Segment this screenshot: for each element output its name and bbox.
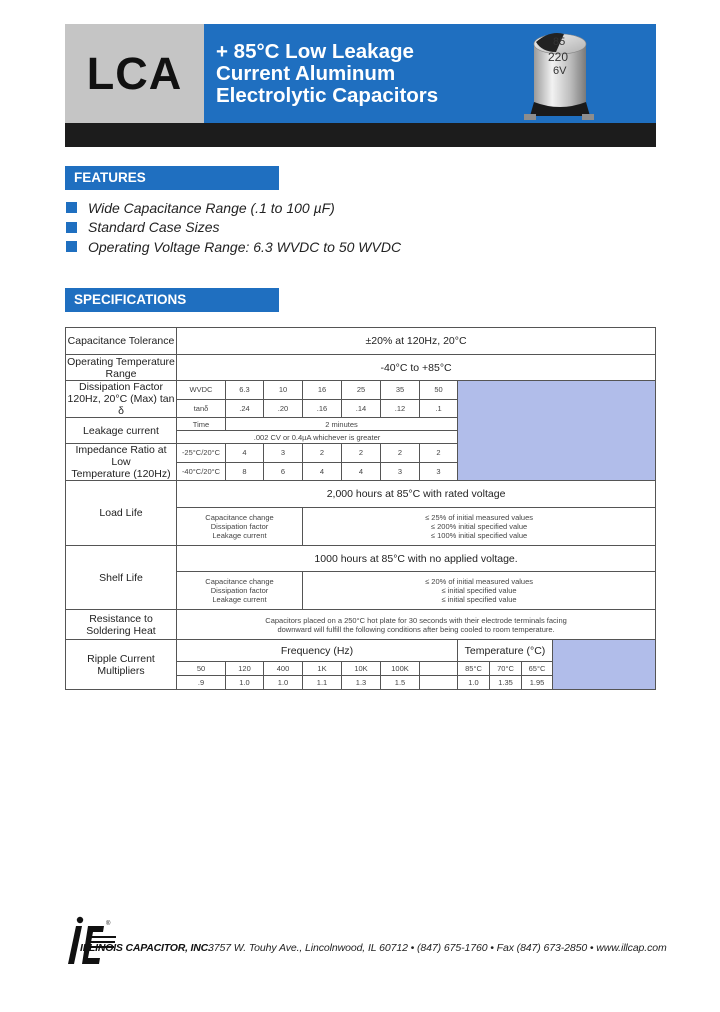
tan-delta-value: .20 [264, 399, 303, 418]
table-row [66, 328, 656, 355]
capacitor-image [520, 28, 600, 126]
temperature-label: 70°C [490, 662, 522, 676]
time-value: 2 minutes [226, 418, 458, 431]
impedance-value: 6 [264, 462, 303, 481]
impedance-value: 4 [303, 462, 342, 481]
wvdc-value: 50 [420, 381, 458, 400]
leakage-value: .002 CV or 0.4µA whichever is greater [177, 431, 458, 444]
features-list [66, 198, 401, 257]
frequency-multiplier: .9 [177, 676, 226, 690]
temperature-multiplier: 1.0 [458, 676, 490, 690]
frequency-label: 400 [264, 662, 303, 676]
table-row [66, 610, 656, 640]
shelf-life-header: 1000 hours at 85°C with no applied voltage. [177, 546, 656, 572]
frequency-label: 120 [226, 662, 264, 676]
highlight-block [553, 640, 656, 690]
specifications-heading: SPECIFICATIONS [65, 288, 279, 312]
impedance-value: 3 [420, 462, 458, 481]
header-divider-bar [65, 123, 656, 147]
load-life-label: Load Life [66, 481, 177, 546]
highlight-block [458, 381, 656, 481]
capacitance-tolerance-value: ±20% at 120Hz, 20°C [177, 328, 656, 355]
bullet-square-icon [66, 241, 77, 252]
feature-text: Operating Voltage Range: 6.3 WVDC to 50 WVDC [88, 238, 402, 255]
product-title [216, 41, 438, 107]
impedance-value: 3 [381, 462, 420, 481]
tan-delta-value: .24 [226, 399, 264, 418]
capacitance-tolerance-label: Capacitance Tolerance [66, 328, 177, 355]
impedance-value: 2 [420, 444, 458, 463]
dissipation-label: Dissipation Factor 120Hz, 20°C (Max) tan δ [66, 381, 177, 418]
bullet-square-icon [66, 222, 77, 233]
title-line-3: Electrolytic Capacitors [216, 84, 439, 107]
wvdc-label: WVDC [177, 381, 226, 400]
table-row [66, 381, 656, 400]
svg-text:®: ® [106, 921, 111, 927]
impedance-value: 2 [381, 444, 420, 463]
leakage-label: Leakage current [66, 418, 177, 444]
frequency-spacer [420, 662, 458, 676]
wvdc-value: 6.3 [226, 381, 264, 400]
bullet-square-icon [66, 202, 77, 213]
temperature-multiplier: 1.95 [522, 676, 553, 690]
operating-temp-label: Operating Temperature Range [67, 355, 175, 380]
table-row [66, 640, 656, 662]
feature-text: Wide Capacitance Range (.1 to 100 µF) [88, 199, 335, 216]
load-life-limits: ≤ 25% of initial measured values ≤ 200% initial specified value ≤ 100% initial specified value [303, 508, 656, 546]
feature-text: Standard Case Sizes [88, 219, 220, 236]
impedance-value: 3 [264, 444, 303, 463]
frequency-multiplier: 1.0 [226, 676, 264, 690]
impedance-value: 2 [342, 444, 381, 463]
temperature-label: 65°C [522, 662, 553, 676]
table-row [66, 481, 656, 508]
impedance-row-label: -25°C/20°C [177, 444, 226, 463]
series-code: LCA [86, 47, 183, 99]
frequency-spacer [420, 676, 458, 690]
wvdc-value: 16 [303, 381, 342, 400]
cap-marking-220: 220 [548, 50, 569, 64]
company-address: 3757 W. Touhy Ave., Lincolnwood, IL 60712 • (847) 675-1760 • Fax (847) 673-2850 • www.illcap.com [208, 942, 667, 954]
specifications-table [65, 327, 656, 690]
impedance-value: 4 [226, 444, 264, 463]
feature-item [66, 218, 401, 238]
load-life-header: 2,000 hours at 85°C with rated voltage [177, 481, 656, 508]
tan-delta-value: .14 [342, 399, 381, 418]
illinois-capacitor-logo-icon [64, 914, 120, 966]
frequency-label: 1K [303, 662, 342, 676]
tan-delta-value: .1 [420, 399, 458, 418]
tan-delta-value: .16 [303, 399, 342, 418]
tan-delta-value: .12 [381, 399, 420, 418]
frequency-label: 10K [342, 662, 381, 676]
impedance-value: 2 [303, 444, 342, 463]
wvdc-value: 10 [264, 381, 303, 400]
cap-marking-6v: 6V [553, 65, 567, 77]
frequency-label: 50 [177, 662, 226, 676]
feature-item [66, 237, 401, 257]
table-row [66, 355, 656, 381]
temperature-header: Temperature (°C) [458, 640, 553, 662]
title-line-2: Current Aluminum [216, 62, 396, 85]
shelf-life-limits: ≤ 20% of initial measured values ≤ initial specified value ≤ initial specified value [303, 572, 656, 610]
ripple-label: Ripple Current Multipliers [66, 640, 177, 690]
frequency-multiplier: 1.1 [303, 676, 342, 690]
features-heading: FEATURES [65, 166, 279, 190]
feature-item [66, 198, 401, 218]
frequency-multiplier: 1.5 [381, 676, 420, 690]
frequency-multiplier: 1.0 [264, 676, 303, 690]
footer [64, 914, 667, 969]
frequency-multiplier: 1.3 [342, 676, 381, 690]
frequency-label: 100K [381, 662, 420, 676]
table-row [66, 546, 656, 572]
soldering-label: Resistance to Soldering Heat [66, 610, 177, 640]
impedance-label: Impedance Ratio at Low Temperature (120Hz) [66, 444, 177, 481]
wvdc-value: 35 [381, 381, 420, 400]
title-line-1: + 85°C Low Leakage [216, 40, 414, 63]
cap-marking-85: 85 [553, 36, 566, 48]
frequency-header: Frequency (Hz) [177, 640, 458, 662]
temperature-label: 85°C [458, 662, 490, 676]
impedance-value: 8 [226, 462, 264, 481]
wvdc-value: 25 [342, 381, 381, 400]
company-name: ILLINOIS CAPACITOR, INC. [80, 942, 211, 954]
temperature-multiplier: 1.35 [490, 676, 522, 690]
shelf-life-params: Capacitance change Dissipation factor Leakage current [177, 572, 303, 610]
time-label: Time [177, 418, 226, 431]
load-life-params: Capacitance change Dissipation factor Leakage current [177, 508, 303, 546]
operating-temp-value: -40°C to +85°C [177, 355, 656, 381]
impedance-value: 4 [342, 462, 381, 481]
soldering-value: Capacitors placed on a 250°C hot plate for 30 seconds with their electrode terminals facing downward will fulfill the following conditions after being cooled to room temperature. [177, 610, 656, 640]
tan-delta-label: tanδ [177, 399, 226, 418]
impedance-row-label: -40°C/20°C [177, 462, 226, 481]
shelf-life-label: Shelf Life [66, 546, 177, 610]
